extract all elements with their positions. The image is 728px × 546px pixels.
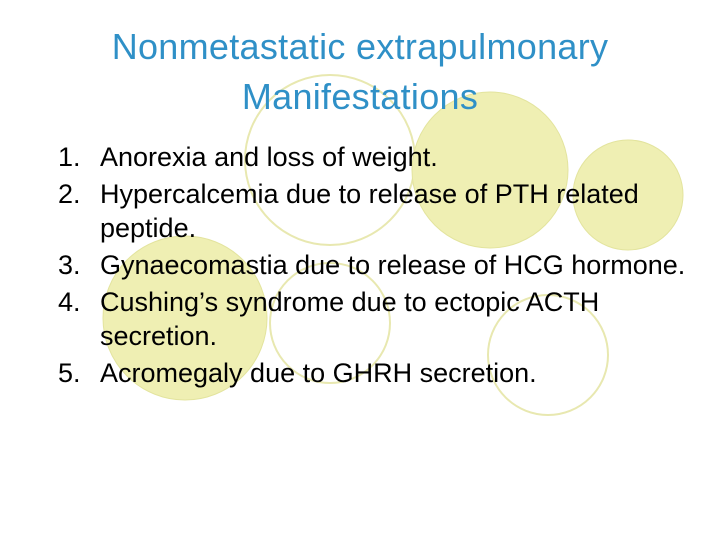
list-item <box>58 248 698 282</box>
list-item-text: Cushing’s syndrome due to ectopic ACTH secretion. <box>100 287 600 351</box>
list-item-text: Acromegaly due to GHRH secretion. <box>100 358 537 388</box>
slide-title-line1: Nonmetastatic extrapulmonary <box>111 26 609 67</box>
list-item-number: 4. <box>58 287 81 317</box>
list-item <box>58 140 698 174</box>
list-item-number: 1. <box>58 142 81 172</box>
list-item-text: Gynaecomastia due to release of HCG hormone. <box>100 250 686 280</box>
list-item-number: 2. <box>58 179 81 209</box>
list-item-text: Hypercalcemia due to release of PTH related peptide. <box>100 179 639 243</box>
list-item-number: 5. <box>58 358 81 388</box>
list-item-number: 3. <box>58 250 81 280</box>
list-item <box>58 177 698 245</box>
slide-title <box>40 22 680 122</box>
list-item-text: Anorexia and loss of weight. <box>100 142 438 172</box>
list-item <box>58 285 698 353</box>
list-item <box>58 356 698 390</box>
slide-title-line2: Manifestations <box>241 76 479 117</box>
manifestations-list <box>58 140 698 393</box>
